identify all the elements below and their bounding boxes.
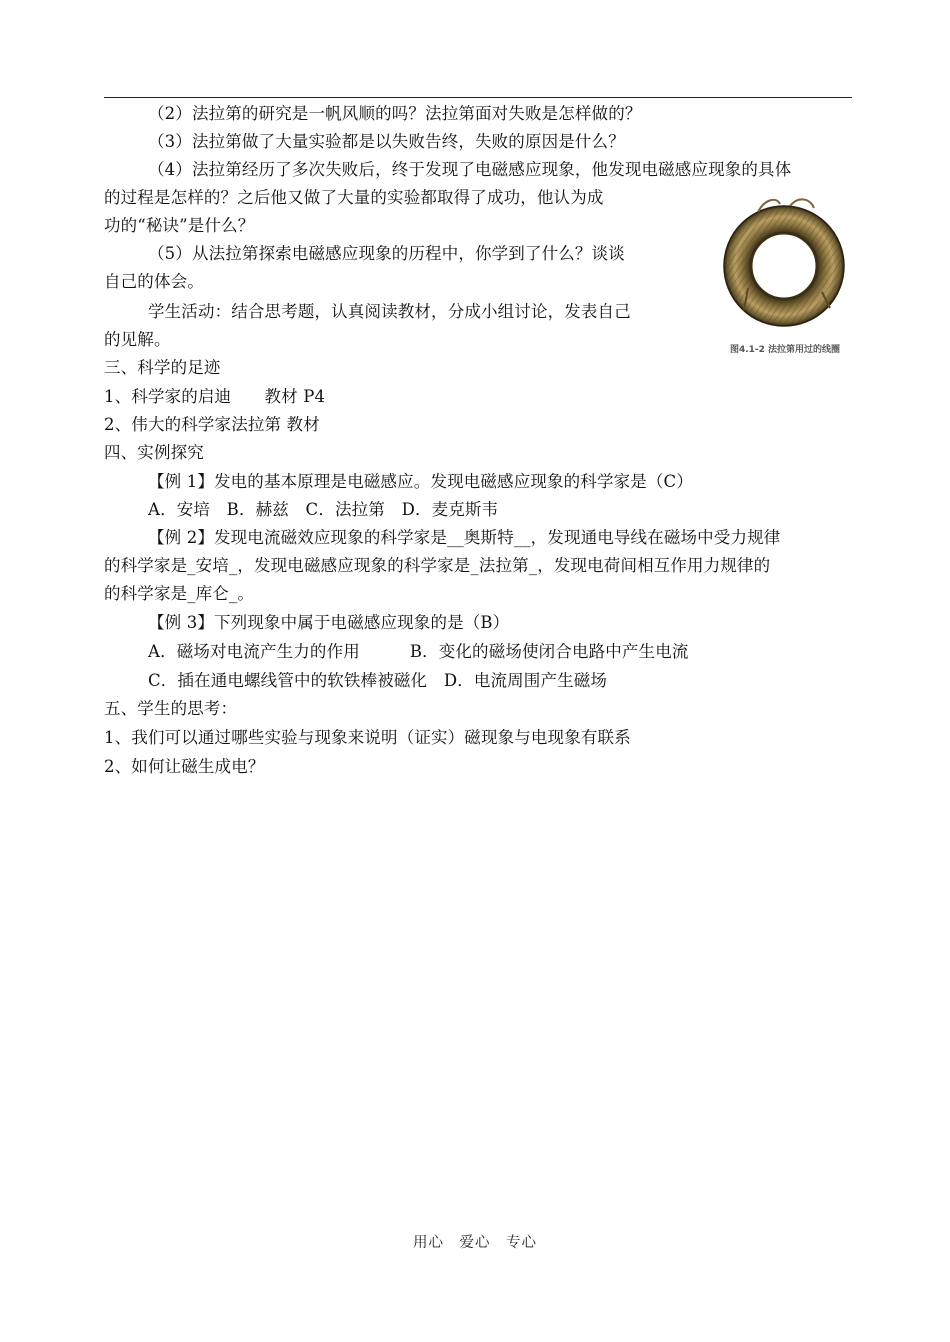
example-3-question: 【例 3】下列现象中属于电磁感应现象的是（B） bbox=[148, 613, 510, 632]
example-1-question: 【例 1】发电的基本原理是电磁感应。发现电磁感应现象的科学家是（C） bbox=[148, 472, 693, 491]
question-5-line-1: （5）从法拉第探索电磁感应现象的历程中，你学到了什么？谈谈 bbox=[148, 244, 625, 263]
section-5-item-1: 1、我们可以通过哪些实验与现象来说明（证实）磁现象与电现象有联系 bbox=[104, 728, 631, 747]
question-2: （2）法拉第的研究是一帆风顺的吗？法拉第面对失败是怎样做的？ bbox=[148, 104, 642, 123]
section-5-heading: 五、学生的思考： bbox=[104, 699, 238, 718]
header-rule bbox=[104, 97, 852, 98]
question-4-line-2: 的过程是怎样的？之后他又做了大量的实验都取得了成功，他认为成 bbox=[104, 188, 604, 207]
example-3-options-1: A．磁场对电流产生力的作用 B．变化的磁场使闭合电路中产生电流 bbox=[148, 642, 689, 661]
example-2-line-3: 的科学家是_库仑_。 bbox=[104, 584, 254, 603]
section-3-item-1: 1、科学家的启迪 教材 P4 bbox=[104, 387, 326, 406]
question-3: （3）法拉第做了大量实验都是以失败告终，失败的原因是什么？ bbox=[148, 132, 625, 151]
section-3-item-2: 2、伟大的科学家法拉第 教材 bbox=[104, 415, 320, 434]
example-2-line-1: 【例 2】发现电流磁效应现象的科学家是__奥斯特__，发现通电导线在磁场中受力规律 bbox=[148, 528, 781, 547]
example-1-options: A．安培 B．赫兹 C．法拉第 D．麦克斯韦 bbox=[148, 500, 499, 519]
section-3-heading: 三、科学的足迹 bbox=[104, 358, 221, 377]
section-4-heading: 四、实例探究 bbox=[104, 443, 204, 462]
section-5-item-2: 2、如何让磁生成电？ bbox=[104, 757, 265, 776]
student-activity-line-2: 的见解。 bbox=[104, 330, 171, 349]
example-2-line-2: 的科学家是_安培_，发现电磁感应现象的科学家是_法拉第_，发现电荷间相互作用力规律的 bbox=[104, 556, 771, 575]
example-3-options-2: C．插在通电螺线管中的软铁棒被磁化 D．电流周围产生磁场 bbox=[148, 671, 608, 690]
coil-photo-icon bbox=[718, 192, 852, 340]
student-activity-line-1: 学生活动：结合思考题，认真阅读教材，分成小组讨论，发表自己 bbox=[148, 302, 631, 321]
question-5-line-2: 自己的体会。 bbox=[104, 272, 204, 291]
figure-coil bbox=[718, 192, 852, 360]
question-4-line-1: （4）法拉第经历了多次失败后，终于发现了电磁感应现象，他发现电磁感应现象的具体 bbox=[148, 160, 792, 179]
figure-caption: 图4.1-2 法拉第用过的线圈 bbox=[729, 345, 841, 355]
question-4-line-3: 功的“秘诀”是什么？ bbox=[104, 216, 255, 235]
page-footer: 用心 爱心 专心 bbox=[413, 1235, 537, 1251]
